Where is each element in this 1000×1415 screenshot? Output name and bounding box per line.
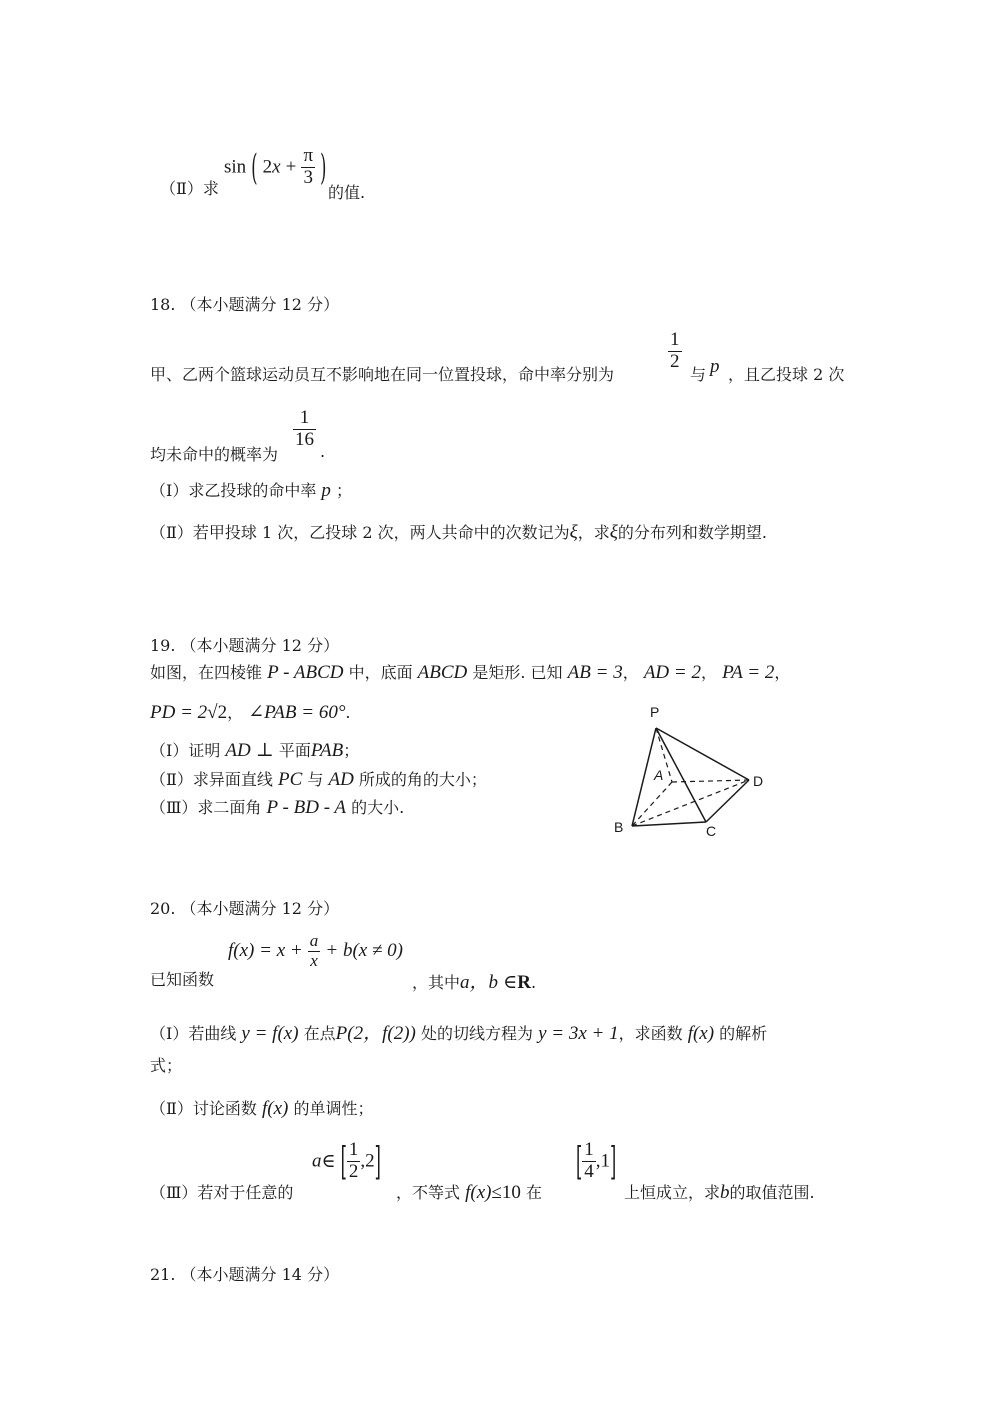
q19-angle: ∠PAB = 60°	[248, 702, 346, 723]
q17-part2	[160, 176, 219, 199]
q18-part2	[150, 520, 767, 544]
q20-given-c: .	[530, 973, 537, 992]
q18-part1	[150, 478, 352, 502]
q19-part1-b: 平面	[278, 741, 311, 760]
q19-part2-b: 与	[307, 770, 324, 789]
q18-frac16	[293, 408, 316, 451]
q18-part1-text: （Ⅰ）求乙投球的命中率	[150, 481, 317, 500]
q17-left-paren: (	[251, 146, 258, 189]
label-C: C	[706, 823, 717, 839]
q20-int1-frac	[347, 1140, 361, 1183]
q18-half-num: 1	[670, 329, 680, 350]
q19-pd: PD = 2	[150, 702, 208, 723]
q20-part1-b: 在点	[303, 1024, 336, 1043]
q19-part1-c: ；	[343, 741, 360, 760]
q20-f-right: + b(x ≠ 0)	[325, 940, 403, 962]
q20-in: ∈	[503, 972, 518, 993]
q18-part2-mid: ，求	[577, 523, 610, 542]
q20-part3-interval1	[312, 1140, 381, 1183]
q19-ad: AD = 2	[643, 662, 701, 683]
q18-part1-p: p	[321, 480, 331, 501]
q19-comma-end: ，	[774, 663, 791, 682]
q19-sep2: ，	[700, 663, 717, 682]
q19-pyramid: P - ABCD	[267, 662, 344, 683]
q17-sin: sin	[224, 156, 247, 178]
label-B: B	[614, 819, 624, 835]
q19-part2-c: 所成的角的大小；	[358, 770, 487, 789]
q18-line1-end: ，且乙投球 2 次	[728, 365, 845, 384]
q20-part3-in: ∈	[321, 1150, 336, 1172]
q19-part3	[150, 795, 404, 819]
q19-sep3: ，	[227, 703, 244, 722]
q17-frac-den: 3	[303, 166, 314, 188]
q18-half-fraction	[668, 330, 682, 373]
q21-header: 21. （本小题满分 14 分）	[150, 1265, 340, 1284]
edge-CD	[706, 780, 749, 822]
q19-dot: .	[345, 703, 351, 722]
q17-suffix: 的值.	[328, 183, 366, 202]
q20-part1-d: ，求函数	[618, 1024, 683, 1043]
q20-part1-e: 的解析	[719, 1024, 768, 1043]
q20-int1-den: 2	[348, 1160, 359, 1182]
q20-part2-text: （Ⅱ）讨论函数	[150, 1099, 257, 1118]
pyramid-figure	[600, 700, 780, 840]
q18-part1-end: ；	[336, 481, 353, 500]
q19-line1-b: 中，底面	[348, 663, 413, 682]
q18-part2-xi: ξ	[569, 522, 578, 543]
q19-header: 19. （本小题满分 12 分）	[150, 636, 340, 655]
q19-part3-b: 的大小.	[351, 798, 405, 817]
q20-part1-text: （Ⅰ）若曲线	[150, 1024, 237, 1043]
q19-line2	[150, 700, 351, 724]
q20-part3-mid	[396, 1180, 542, 1204]
q19-part1-pab: PAB	[310, 740, 344, 761]
q20-int1-open: [	[340, 1138, 347, 1185]
q20-given-text: 已知函数	[150, 970, 215, 989]
q20-frac-x: x	[310, 950, 318, 970]
q19-sep1: ，	[622, 663, 639, 682]
label-D: D	[753, 773, 764, 789]
q20-part1	[150, 1018, 767, 1045]
q20-ab-vars: a，b	[460, 972, 499, 993]
q17-frac-num: π	[303, 145, 314, 166]
q19-part2-text: （Ⅱ）求异面直线	[150, 770, 273, 789]
q20-part2	[150, 1096, 373, 1120]
q17-part2-label: （Ⅱ）求	[160, 179, 219, 198]
q19-part1-perp: ⊥	[255, 740, 274, 761]
q20-int1-right: ,2	[360, 1150, 375, 1172]
q20-given-b: ，其中	[412, 973, 461, 992]
q17-expr-var: x	[272, 156, 281, 178]
q19-pd-sqrt: √2	[207, 702, 228, 723]
q17-right-paren: )	[320, 146, 327, 189]
q18-line2-text: 均未命中的概率为	[150, 445, 279, 464]
q20-part3-a: a	[312, 1150, 322, 1172]
q20-int2-den: 4	[584, 1160, 594, 1182]
q18-part2-text: （Ⅱ）若甲投球 1 次，乙投球 2 次，两人共命中的次数记为	[150, 523, 570, 542]
q20-int1-num: 1	[348, 1139, 359, 1160]
q20-part3-text: （Ⅲ）若对于任意的	[150, 1183, 294, 1202]
label-A: A	[654, 767, 664, 783]
q19-pa: PA = 2	[722, 662, 775, 683]
q18-header: 18. （本小题满分 12 分）	[150, 295, 340, 314]
q20-part3-end	[624, 1180, 815, 1204]
q19-line1-text: 如图，在四棱锥	[150, 663, 263, 682]
q20-part3-e: 的取值范围.	[729, 1183, 815, 1202]
q18-half-den: 2	[670, 350, 680, 372]
q20-part1-f: f(x)	[687, 1023, 715, 1044]
q19-part2-pc: PC	[277, 769, 303, 790]
q20-part3-b: ，不等式	[396, 1183, 461, 1202]
q18-frac16-num: 1	[293, 408, 316, 430]
q20-part2-f: f(x)	[261, 1098, 289, 1119]
q18-part2-xi2: ξ	[609, 522, 618, 543]
q20-given-rest	[412, 967, 536, 994]
q19-ab: AB = 3	[567, 662, 623, 683]
q19-part2-ad: AD	[328, 769, 354, 790]
q18-frac16-den: 16	[295, 428, 314, 450]
q19-part3-angle: P - BD - A	[266, 797, 347, 818]
edge-BC	[632, 822, 706, 826]
q18-var-p: p	[710, 356, 720, 377]
q19-part3-text: （Ⅲ）求二面角	[150, 798, 262, 817]
q20-part3-ineq: f(x)	[465, 1182, 492, 1203]
q19-part1	[150, 738, 359, 762]
q20-header: 20. （本小题满分 12 分）	[150, 899, 340, 918]
q19-part1-ad: AD	[225, 740, 251, 761]
q20-int1-close: ]	[374, 1138, 381, 1185]
q19-part2	[150, 767, 487, 791]
q20-int2-right: ,1	[595, 1150, 610, 1172]
q20-part1-c: 处的切线方程为	[420, 1024, 533, 1043]
q19-part1-text: （Ⅰ）证明	[150, 741, 221, 760]
q20-part1-line: y = 3x + 1	[538, 1023, 619, 1044]
q18-line2-end: .	[320, 442, 326, 461]
q20-frac-a: a	[309, 931, 319, 950]
q20-part1-point: P(2，f(2))	[335, 1023, 416, 1044]
q20-part3-c: 在	[526, 1183, 543, 1202]
q19-line1-c: 是矩形. 已知	[472, 663, 563, 682]
q20-part1-cont: 式；	[150, 1056, 183, 1075]
edge-BD	[632, 780, 749, 826]
q20-frac	[308, 932, 321, 970]
q20-part1-curve: y = f(x)	[241, 1023, 299, 1044]
q20-real: R	[517, 972, 531, 993]
q20-int2-num: 1	[584, 1139, 594, 1160]
q20-int2-close: ]	[610, 1138, 617, 1185]
q20-part3-bvar: b	[720, 1182, 730, 1203]
q20-f-left: f(x) = x +	[228, 940, 303, 962]
q17-expression	[224, 146, 326, 189]
q18-line1-text: 甲、乙两个篮球运动员互不影响地在同一位置投球，命中率分别为	[150, 365, 615, 384]
q20-function	[228, 932, 403, 970]
label-P: P	[650, 704, 660, 720]
q20-part2-b: 的单调性；	[293, 1099, 374, 1118]
q20-part3-d: 上恒成立，求	[624, 1183, 721, 1202]
q19-base: ABCD	[417, 662, 468, 683]
q17-plus: +	[285, 156, 297, 178]
q20-part3-interval2	[576, 1140, 616, 1183]
q20-part3-le: ≤10	[491, 1182, 521, 1203]
q18-and: 与	[690, 365, 707, 384]
q18-part2-end: 的分布列和数学期望.	[617, 523, 767, 542]
q17-expr-left: 2	[262, 156, 273, 178]
q20-int2-frac	[582, 1140, 596, 1183]
q17-fraction	[301, 146, 315, 189]
edge-PB	[632, 728, 656, 826]
q19-line1	[150, 660, 790, 684]
q20-int2-open: [	[576, 1138, 583, 1185]
